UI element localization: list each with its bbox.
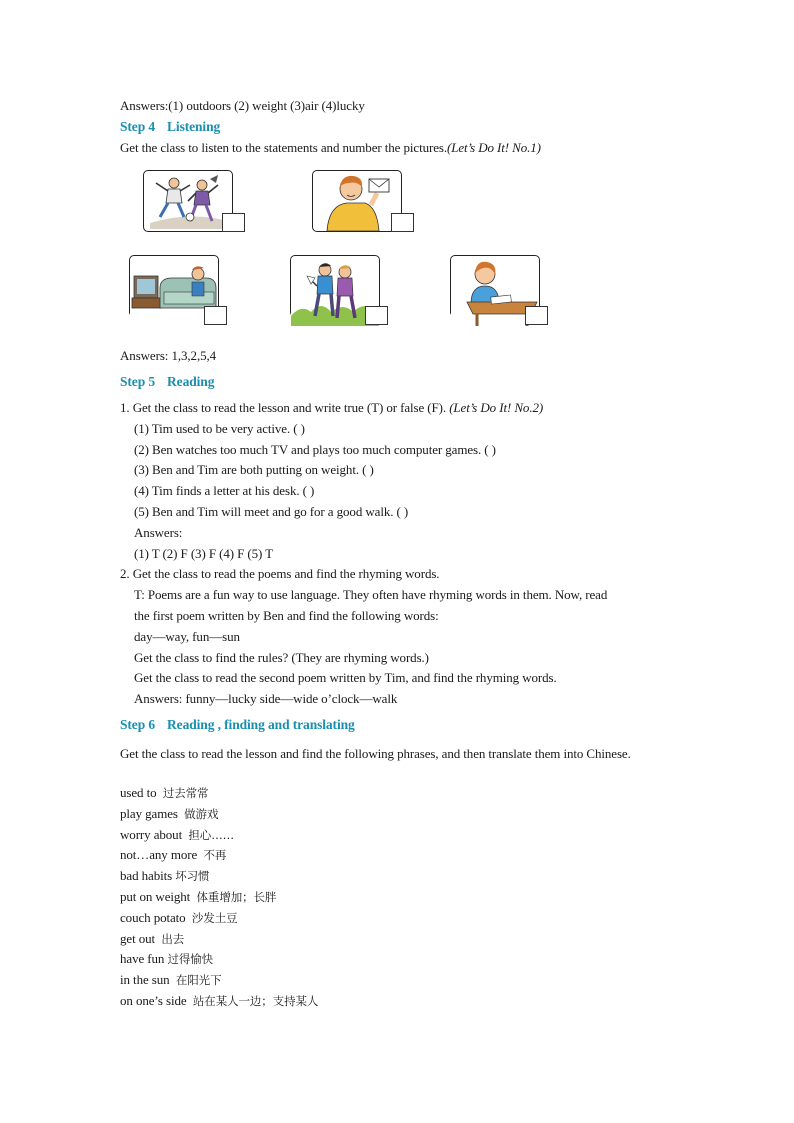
phrase-7 <box>120 910 238 926</box>
step4-heading <box>120 119 220 135</box>
picture-couch-tv <box>129 255 219 317</box>
picture-two-boys-walking <box>290 255 380 317</box>
phrase-en: on one’s side <box>120 993 187 1008</box>
phrase-zh: 站在某人一边；支持某人 <box>192 994 319 1008</box>
picture-boy-at-desk <box>450 255 540 317</box>
phrase-en: not…any more <box>120 847 198 862</box>
step3-answers: Answers:(1) outdoors (2) weight (3)air (4)lucky <box>120 98 365 113</box>
phrase-en: used to <box>120 785 157 800</box>
task2-line-4: Get the class to find the rules? (They are rhyming words.) <box>134 650 429 665</box>
step5-task1 <box>120 400 543 416</box>
phrase-en: in the sun <box>120 972 170 987</box>
phrase-6 <box>120 889 276 905</box>
step6-number: Step 6 <box>120 717 156 732</box>
task2-line-1: T: Poems are a fun way to use language. They often have rhyming words in them. Now, read <box>134 587 608 602</box>
step4-name: Listening <box>167 119 221 134</box>
step5-answers: (1) T (2) F (3) F (4) F (5) T <box>134 546 274 561</box>
phrase-zh: 不再 <box>203 848 227 862</box>
statement-5: (5) Ben and Tim will meet and go for a good walk. ( ) <box>134 504 409 519</box>
statement-1: (1) Tim used to be very active. ( ) <box>134 421 305 436</box>
step4-answers: Answers: 1,3,2,5,4 <box>120 348 217 363</box>
phrase-zh: 做游戏 <box>184 807 219 821</box>
step6-name: Reading , finding and translating <box>167 717 355 732</box>
step5-name: Reading <box>167 374 215 389</box>
step4-number: Step 4 <box>120 119 156 134</box>
step6-heading <box>120 717 355 733</box>
step6-instruction: Get the class to read the lesson and find the following phrases, and then translate them into Chinese. <box>120 746 631 761</box>
step5-answers-label: Answers: <box>134 525 183 540</box>
phrase-zh: 沙发土豆 <box>191 911 238 925</box>
soccer-players-icon <box>144 171 232 231</box>
phrase-en: couch potato <box>120 910 186 925</box>
phrase-en: worry about <box>120 827 183 842</box>
boy-with-letter-icon <box>313 171 401 231</box>
phrase-zh: 在阳光下 <box>175 973 222 987</box>
statement-3: (3) Ben and Tim are both putting on weight. ( ) <box>134 462 374 477</box>
step5-task1-text: 1. Get the class to read the lesson and write true (T) or false (F). <box>120 400 450 415</box>
phrase-en: get out <box>120 931 156 946</box>
task2-line-3: day—way, fun—sun <box>134 629 240 644</box>
number-box[interactable] <box>365 306 388 325</box>
statement-4: (4) Tim finds a letter at his desk. ( ) <box>134 483 315 498</box>
step5-number: Step 5 <box>120 374 156 389</box>
phrase-en: play games <box>120 806 178 821</box>
phrase-8 <box>120 931 184 947</box>
statement-2: (2) Ben watches too much TV and plays too much computer games. ( ) <box>134 442 496 457</box>
task2-line-6: Answers: funny—lucky side—wide o’clock—walk <box>134 691 398 706</box>
phrase-9 <box>120 951 213 967</box>
step4-reference: (Let’s Do It! No.1) <box>446 140 541 155</box>
phrase-1 <box>120 785 208 801</box>
step5-task1-reference: (Let’s Do It! No.2) <box>449 400 544 415</box>
phrase-10 <box>120 972 221 988</box>
phrase-3 <box>120 827 234 843</box>
phrase-zh: 出去 <box>161 932 185 946</box>
phrase-5 <box>120 868 209 884</box>
number-box[interactable] <box>525 306 548 325</box>
step5-task2: 2. Get the class to read the poems and find the rhyming words. <box>120 566 440 581</box>
task2-line-5: Get the class to read the second poem written by Tim, and find the rhyming words. <box>134 670 557 685</box>
phrase-zh: 坏习惯 <box>175 869 210 883</box>
number-box[interactable] <box>222 213 245 232</box>
phrase-zh: 担心…… <box>188 828 235 842</box>
step5-heading <box>120 374 214 390</box>
phrase-en: bad habits <box>120 868 173 883</box>
phrase-zh: 过去常常 <box>162 786 209 800</box>
phrase-4 <box>120 847 226 863</box>
step4-instruction-text: Get the class to listen to the statements and number the pictures. <box>120 140 447 155</box>
phrase-zh: 体重增加；长胖 <box>196 890 277 904</box>
phrase-en: put on weight <box>120 889 191 904</box>
phrase-en: have fun <box>120 951 165 966</box>
phrase-11 <box>120 993 318 1009</box>
phrase-2 <box>120 806 218 822</box>
picture-soccer-players <box>143 170 233 232</box>
picture-boy-with-letter <box>312 170 402 232</box>
number-box[interactable] <box>391 213 414 232</box>
phrase-zh: 过得愉快 <box>167 952 214 966</box>
number-box[interactable] <box>204 306 227 325</box>
task2-line-2: the first poem written by Ben and find the following words: <box>134 608 439 623</box>
step4-instruction <box>120 140 541 156</box>
